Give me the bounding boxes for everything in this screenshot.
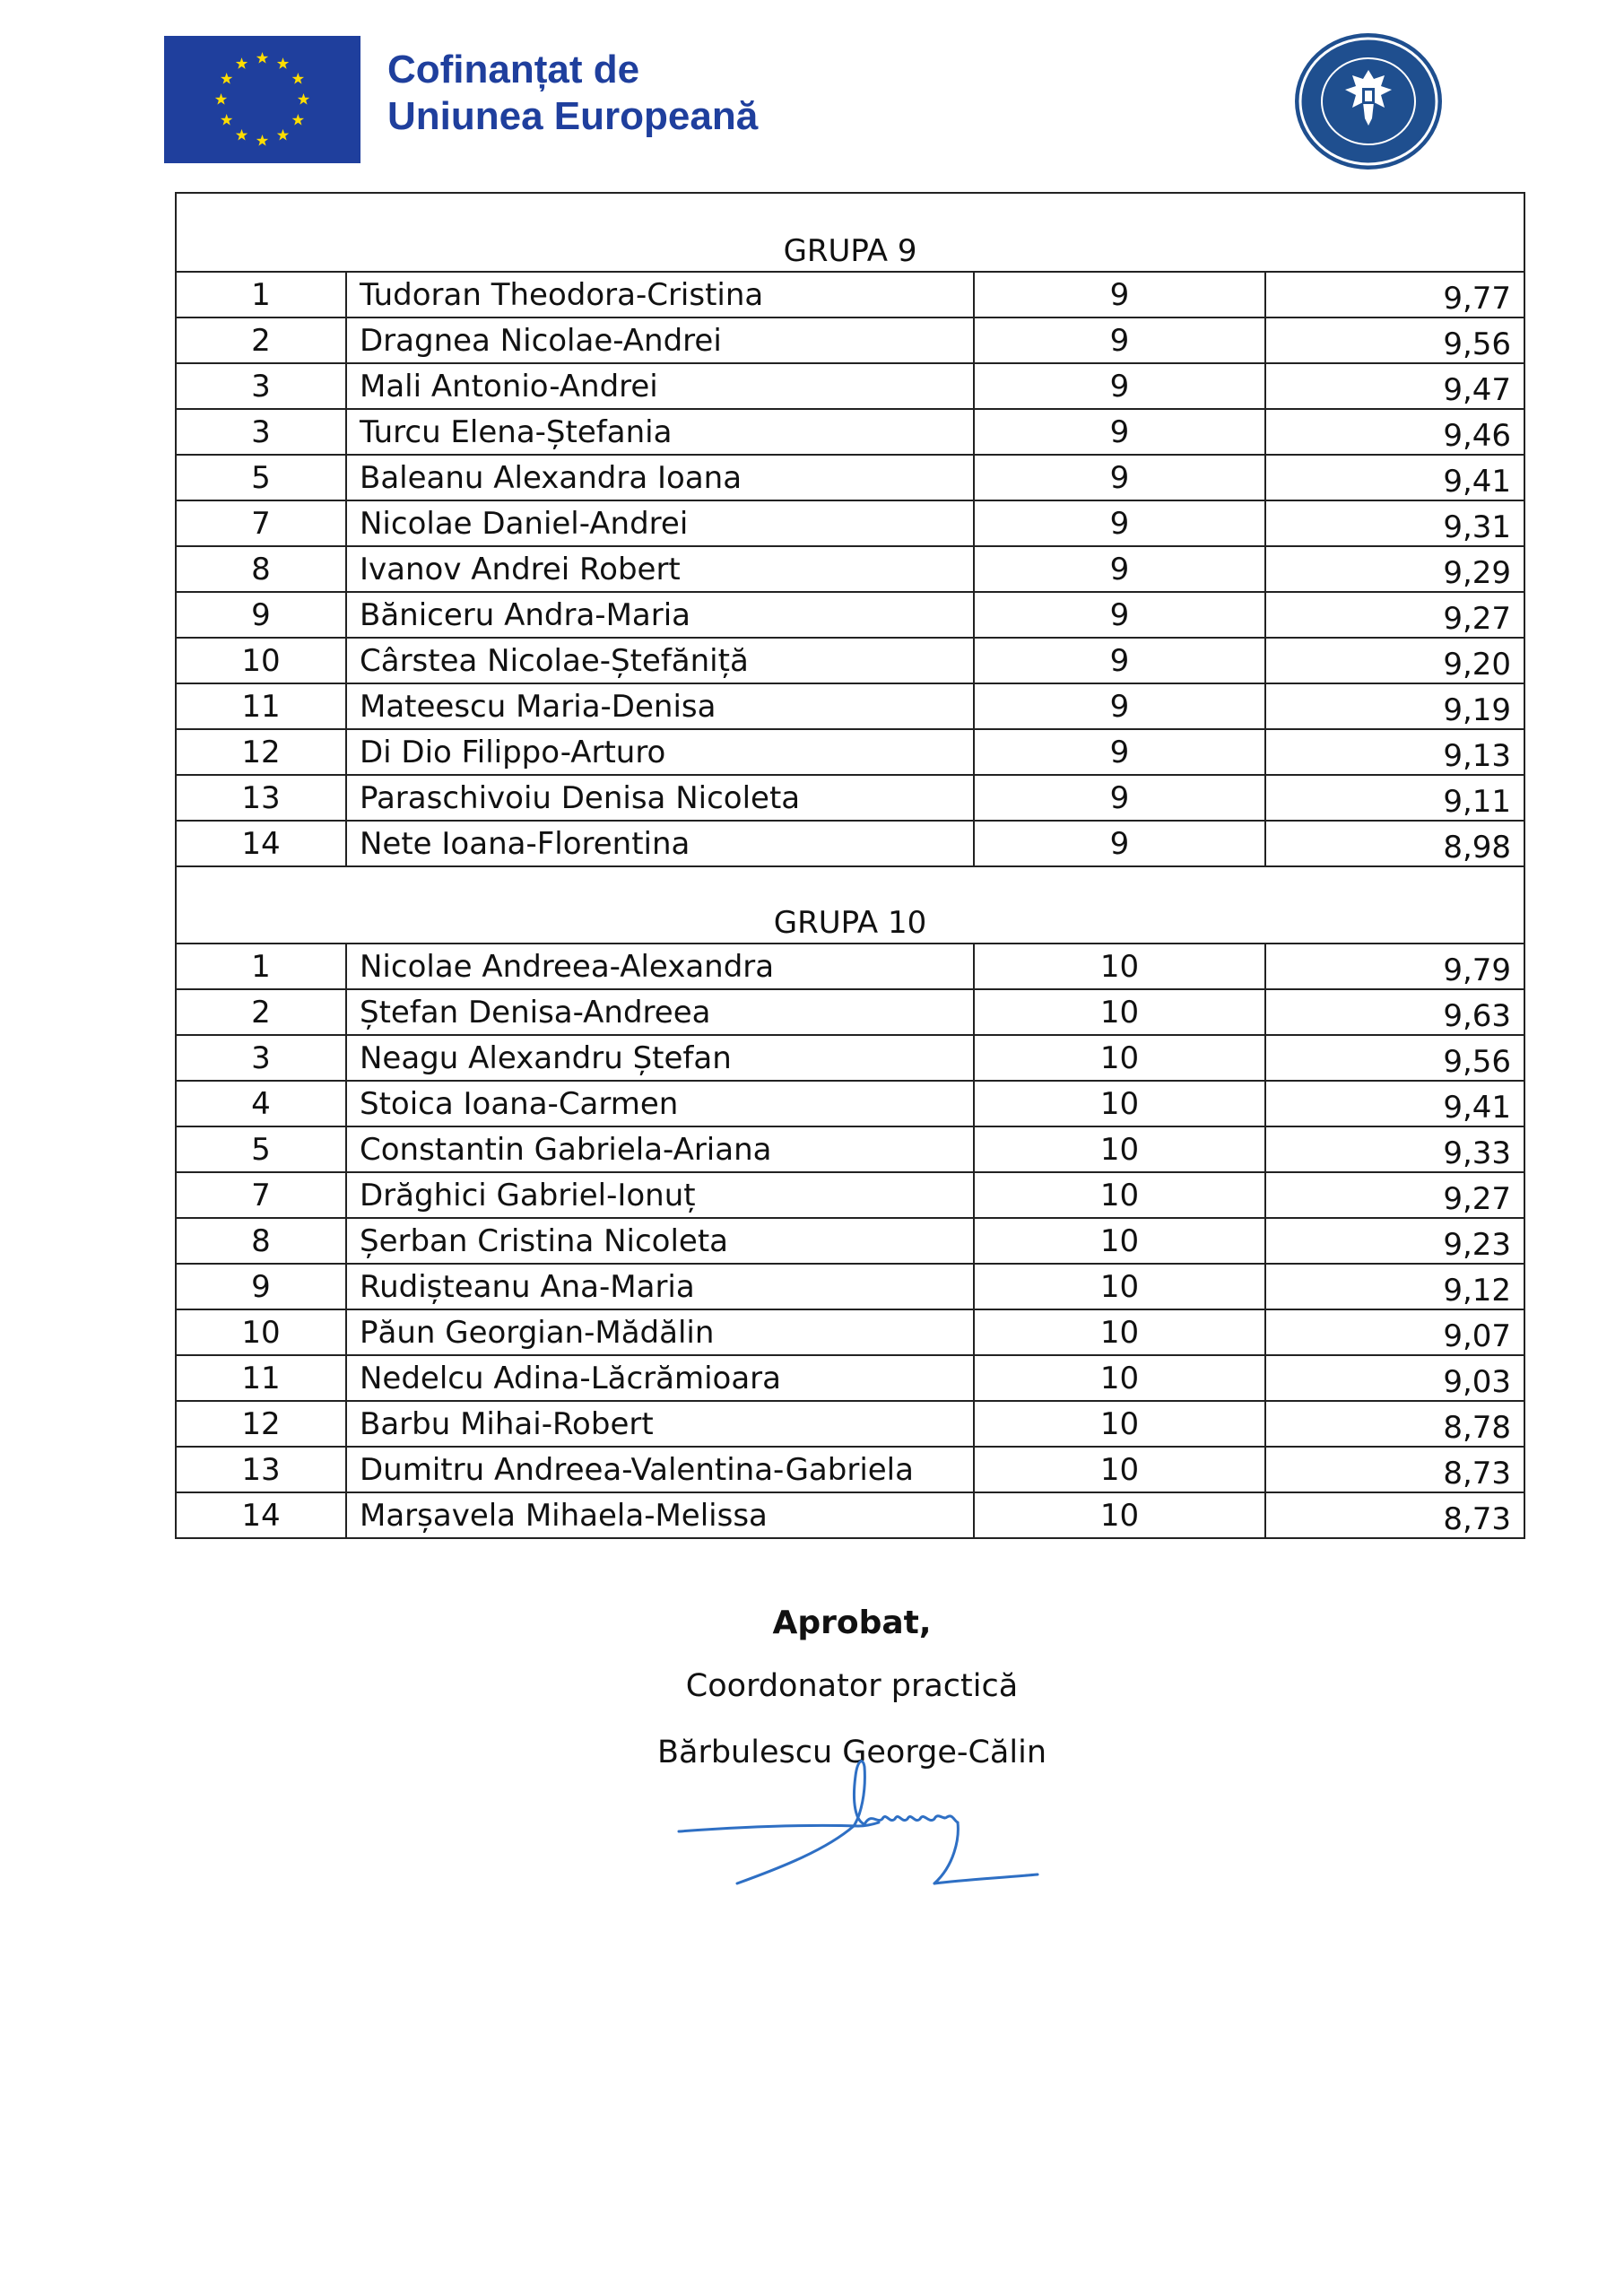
- table-row: [176, 821, 1524, 866]
- score-cell: 9,19: [1265, 683, 1524, 729]
- eu-text-line-2: Uniunea Europeană: [387, 94, 759, 138]
- score-cell: 9,20: [1265, 638, 1524, 683]
- table-row: [176, 1126, 1524, 1172]
- table-row: [176, 683, 1524, 729]
- eu-star-icon: [277, 129, 289, 141]
- grp-cell: 10: [974, 1309, 1265, 1355]
- approved-label: Aprobat,: [772, 1605, 932, 1641]
- eu-star-icon: [236, 129, 248, 141]
- grp-cell: 9: [974, 592, 1265, 638]
- table-row: [176, 775, 1524, 821]
- romanian-government-seal: [1291, 30, 1446, 172]
- rank-cell: 9: [176, 592, 346, 638]
- score-cell: 9,77: [1265, 272, 1524, 317]
- rank-cell: 5: [176, 455, 346, 500]
- results-table: [175, 192, 1525, 1539]
- name-cell: Nete Ioana-Florentina: [346, 821, 974, 866]
- rank-cell: 3: [176, 363, 346, 409]
- score-cell: 8,78: [1265, 1401, 1524, 1447]
- rank-cell: 7: [176, 500, 346, 546]
- coordinator-name: Bărbulescu George-Călin: [656, 1735, 1047, 1770]
- rank-cell: 11: [176, 1355, 346, 1401]
- name-cell: Nicolae Andreea-Alexandra: [346, 944, 974, 989]
- rank-cell: 2: [176, 989, 346, 1035]
- name-cell: Nedelcu Adina-Lăcrămioara: [346, 1355, 974, 1401]
- name-cell: Marșavela Mihaela-Melissa: [346, 1492, 974, 1538]
- rank-cell: 8: [176, 1218, 346, 1264]
- rank-cell: 7: [176, 1172, 346, 1218]
- name-cell: Paraschivoiu Denisa Nicoleta: [346, 775, 974, 821]
- table-row: [176, 1264, 1524, 1309]
- rank-cell: 10: [176, 638, 346, 683]
- name-cell: Tudoran Theodora-Cristina: [346, 272, 974, 317]
- eu-text-line-1: Cofinanțat de: [387, 48, 640, 91]
- rank-cell: 3: [176, 409, 346, 455]
- table-row: [176, 1492, 1524, 1538]
- grp-cell: 10: [974, 1447, 1265, 1492]
- score-cell: 9,31: [1265, 500, 1524, 546]
- name-cell: Ștefan Denisa-Andreea: [346, 989, 974, 1035]
- name-cell: Mali Antonio-Andrei: [346, 363, 974, 409]
- score-cell: 9,47: [1265, 363, 1524, 409]
- rank-cell: 13: [176, 1447, 346, 1492]
- grp-cell: 10: [974, 1081, 1265, 1126]
- table-row: [176, 317, 1524, 363]
- score-cell: 9,41: [1265, 1081, 1524, 1126]
- grp-cell: 9: [974, 638, 1265, 683]
- rank-cell: 3: [176, 1035, 346, 1081]
- government-seal-icon: [1291, 30, 1446, 172]
- score-cell: 9,56: [1265, 317, 1524, 363]
- table-row: [176, 546, 1524, 592]
- name-cell: Drăghici Gabriel-Ionuț: [346, 1172, 974, 1218]
- name-cell: Cârstea Nicolae-Ștefăniță: [346, 638, 974, 683]
- rank-cell: 12: [176, 1401, 346, 1447]
- grp-cell: 10: [974, 1126, 1265, 1172]
- rank-cell: 14: [176, 1492, 346, 1538]
- rank-cell: 11: [176, 683, 346, 729]
- rank-cell: 5: [176, 1126, 346, 1172]
- table-row: [176, 989, 1524, 1035]
- table-row: [176, 1447, 1524, 1492]
- group-header-row: [176, 193, 1524, 272]
- score-cell: 9,29: [1265, 546, 1524, 592]
- score-cell: 9,33: [1265, 1126, 1524, 1172]
- name-cell: Ivanov Andrei Robert: [346, 546, 974, 592]
- eu-star-icon: [221, 73, 232, 84]
- score-cell: 9,27: [1265, 592, 1524, 638]
- table-row: [176, 1309, 1524, 1355]
- rank-cell: 14: [176, 821, 346, 866]
- grp-cell: 9: [974, 775, 1265, 821]
- grp-cell: 10: [974, 1218, 1265, 1264]
- score-cell: 9,56: [1265, 1035, 1524, 1081]
- rank-cell: 1: [176, 944, 346, 989]
- signature-icon: [674, 1749, 1042, 1901]
- rank-cell: 1: [176, 272, 346, 317]
- grp-cell: 9: [974, 683, 1265, 729]
- grp-cell: 9: [974, 317, 1265, 363]
- eu-cofinancing-text: [387, 47, 758, 140]
- group-title: GRUPA 9: [176, 193, 1524, 272]
- eu-flag-logo: [164, 36, 360, 163]
- eu-star-icon: [277, 57, 289, 69]
- name-cell: Di Dio Filippo-Arturo: [346, 729, 974, 775]
- score-cell: 9,12: [1265, 1264, 1524, 1309]
- grp-cell: 10: [974, 1401, 1265, 1447]
- eu-star-icon: [298, 93, 309, 105]
- grp-cell: 10: [974, 944, 1265, 989]
- grp-cell: 10: [974, 1172, 1265, 1218]
- group-header-row: [176, 866, 1524, 944]
- score-cell: 9,23: [1265, 1218, 1524, 1264]
- rank-cell: 10: [176, 1309, 346, 1355]
- table-row: [176, 272, 1524, 317]
- name-cell: Dragnea Nicolae-Andrei: [346, 317, 974, 363]
- grp-cell: 9: [974, 546, 1265, 592]
- table-row: [176, 729, 1524, 775]
- score-cell: 9,13: [1265, 729, 1524, 775]
- table-row: [176, 455, 1524, 500]
- table-row: [176, 1355, 1524, 1401]
- table-row: [176, 1081, 1524, 1126]
- table-row: [176, 944, 1524, 989]
- table-row: [176, 1401, 1524, 1447]
- grp-cell: 9: [974, 500, 1265, 546]
- score-cell: 9,46: [1265, 409, 1524, 455]
- eu-star-icon: [215, 93, 227, 105]
- name-cell: Turcu Elena-Ștefania: [346, 409, 974, 455]
- score-cell: 8,98: [1265, 821, 1524, 866]
- score-cell: 9,03: [1265, 1355, 1524, 1401]
- rank-cell: 9: [176, 1264, 346, 1309]
- grp-cell: 10: [974, 1492, 1265, 1538]
- rank-cell: 2: [176, 317, 346, 363]
- name-cell: Dumitru Andreea-Valentina-Gabriela: [346, 1447, 974, 1492]
- table-row: [176, 1035, 1524, 1081]
- eu-star-icon: [292, 73, 304, 84]
- score-cell: 8,73: [1265, 1447, 1524, 1492]
- eu-star-icon: [236, 57, 248, 69]
- grp-cell: 10: [974, 1264, 1265, 1309]
- score-cell: 9,63: [1265, 989, 1524, 1035]
- grp-cell: 9: [974, 409, 1265, 455]
- table-row: [176, 409, 1524, 455]
- grp-cell: 9: [974, 821, 1265, 866]
- grp-cell: 9: [974, 363, 1265, 409]
- group-title: GRUPA 10: [176, 866, 1524, 944]
- name-cell: Rudișteanu Ana-Maria: [346, 1264, 974, 1309]
- coordinator-role: Coordonator practică: [685, 1668, 1019, 1704]
- name-cell: Mateescu Maria-Denisa: [346, 683, 974, 729]
- eu-star-icon: [256, 135, 268, 146]
- score-cell: 9,27: [1265, 1172, 1524, 1218]
- eu-star-icon: [221, 114, 232, 126]
- name-cell: Neagu Alexandru Ștefan: [346, 1035, 974, 1081]
- eu-stars-icon: [164, 36, 360, 163]
- name-cell: Baleanu Alexandra Ioana: [346, 455, 974, 500]
- name-cell: Stoica Ioana-Carmen: [346, 1081, 974, 1126]
- rank-cell: 8: [176, 546, 346, 592]
- table-row: [176, 500, 1524, 546]
- grp-cell: 10: [974, 989, 1265, 1035]
- score-cell: 9,07: [1265, 1309, 1524, 1355]
- handwritten-signature: [674, 1749, 1042, 1901]
- rank-cell: 4: [176, 1081, 346, 1126]
- table-row: [176, 592, 1524, 638]
- score-cell: 9,41: [1265, 455, 1524, 500]
- table-row: [176, 1218, 1524, 1264]
- grp-cell: 9: [974, 272, 1265, 317]
- grp-cell: 10: [974, 1035, 1265, 1081]
- score-cell: 9,11: [1265, 775, 1524, 821]
- table-row: [176, 363, 1524, 409]
- grp-cell: 9: [974, 729, 1265, 775]
- score-cell: 8,73: [1265, 1492, 1524, 1538]
- name-cell: Păun Georgian-Mădălin: [346, 1309, 974, 1355]
- name-cell: Nicolae Daniel-Andrei: [346, 500, 974, 546]
- name-cell: Băniceru Andra-Maria: [346, 592, 974, 638]
- name-cell: Barbu Mihai-Robert: [346, 1401, 974, 1447]
- score-cell: 9,79: [1265, 944, 1524, 989]
- rank-cell: 12: [176, 729, 346, 775]
- rank-cell: 13: [176, 775, 346, 821]
- table-row: [176, 1172, 1524, 1218]
- eu-star-icon: [256, 52, 268, 64]
- name-cell: Șerban Cristina Nicoleta: [346, 1218, 974, 1264]
- grp-cell: 10: [974, 1355, 1265, 1401]
- name-cell: Constantin Gabriela-Ariana: [346, 1126, 974, 1172]
- grp-cell: 9: [974, 455, 1265, 500]
- table-row: [176, 638, 1524, 683]
- eu-star-icon: [292, 114, 304, 126]
